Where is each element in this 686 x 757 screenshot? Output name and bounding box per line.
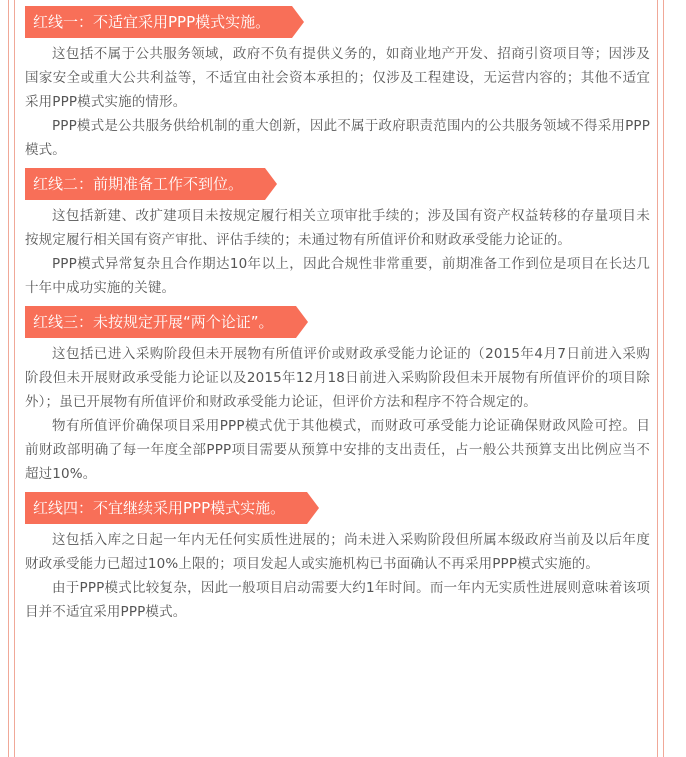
- section-redline-3: [25, 306, 650, 486]
- section-banner: 红线三：未按规定开展“两个论证”。: [25, 306, 296, 338]
- section-redline-4: [25, 492, 650, 624]
- section-banner: 红线一：不适宜采用PPP模式实施。: [25, 6, 292, 38]
- paragraph: 物有所值评价确保项目采用PPP模式优于其他模式，而财政可承受能力论证确保财政风险可控。目前财政部明确了每一年度全部PPP项目需要从预算中安排的支出责任，占一般公共预算支出比例应当不超过10%。: [25, 418, 650, 482]
- article-content: [25, 6, 650, 624]
- paragraph: 由于PPP模式比较复杂，因此一般项目启动需要大约1年时间。而一年内无实质性进展则意味着该项目并不适宜采用PPP模式。: [25, 580, 650, 620]
- left-border-inner: [14, 0, 15, 757]
- paragraph: 这包括新建、改扩建项目未按规定履行相关立项审批手续的；涉及国有资产权益转移的存量项目未按规定履行相关国有资产审批、评估手续的；未通过物有所值评价和财政承受能力论证的。: [25, 208, 650, 248]
- paragraph: 这包括入库之日起一年内无任何实质性进展的；尚未进入采购阶段但所属本级政府当前及以后年度财政承受能力已超过10%上限的；项目发起人或实施机构已书面确认不再采用PPP模式实施的。: [25, 532, 650, 572]
- right-border-inner: [657, 0, 658, 757]
- paragraph: 这包括已进入采购阶段但未开展物有所值评价或财政承受能力论证的（2015年4月7日前进入采购阶段但未开展财政承受能力论证以及2015年12月18日前进入采购阶段但未开展物有所值评价的项目除外）；虽已开展物有所值评价和财政承受能力论证，但评价方法和程序不符合规定的。: [25, 346, 650, 410]
- paragraph: 这包括不属于公共服务领域，政府不负有提供义务的，如商业地产开发、招商引资项目等；因涉及国家安全或重大公共利益等，不适宜由社会资本承担的；仅涉及工程建设，无运营内容的；其他不适宜采用PPP模式实施的情形。: [25, 46, 650, 110]
- left-border-outer: [8, 0, 9, 757]
- section-banner: 红线二：前期准备工作不到位。: [25, 168, 265, 200]
- section-banner: 红线四：不宜继续采用PPP模式实施。: [25, 492, 307, 524]
- paragraph: PPP模式异常复杂且合作期达10年以上，因此合规性非常重要，前期准备工作到位是项目在长达几十年中成功实施的关键。: [25, 256, 650, 296]
- paragraph: PPP模式是公共服务供给机制的重大创新，因此不属于政府职责范围内的公共服务领域不得采用PPP模式。: [25, 118, 650, 158]
- right-border-outer: [663, 0, 664, 757]
- section-redline-2: [25, 168, 650, 300]
- section-redline-1: [25, 6, 650, 162]
